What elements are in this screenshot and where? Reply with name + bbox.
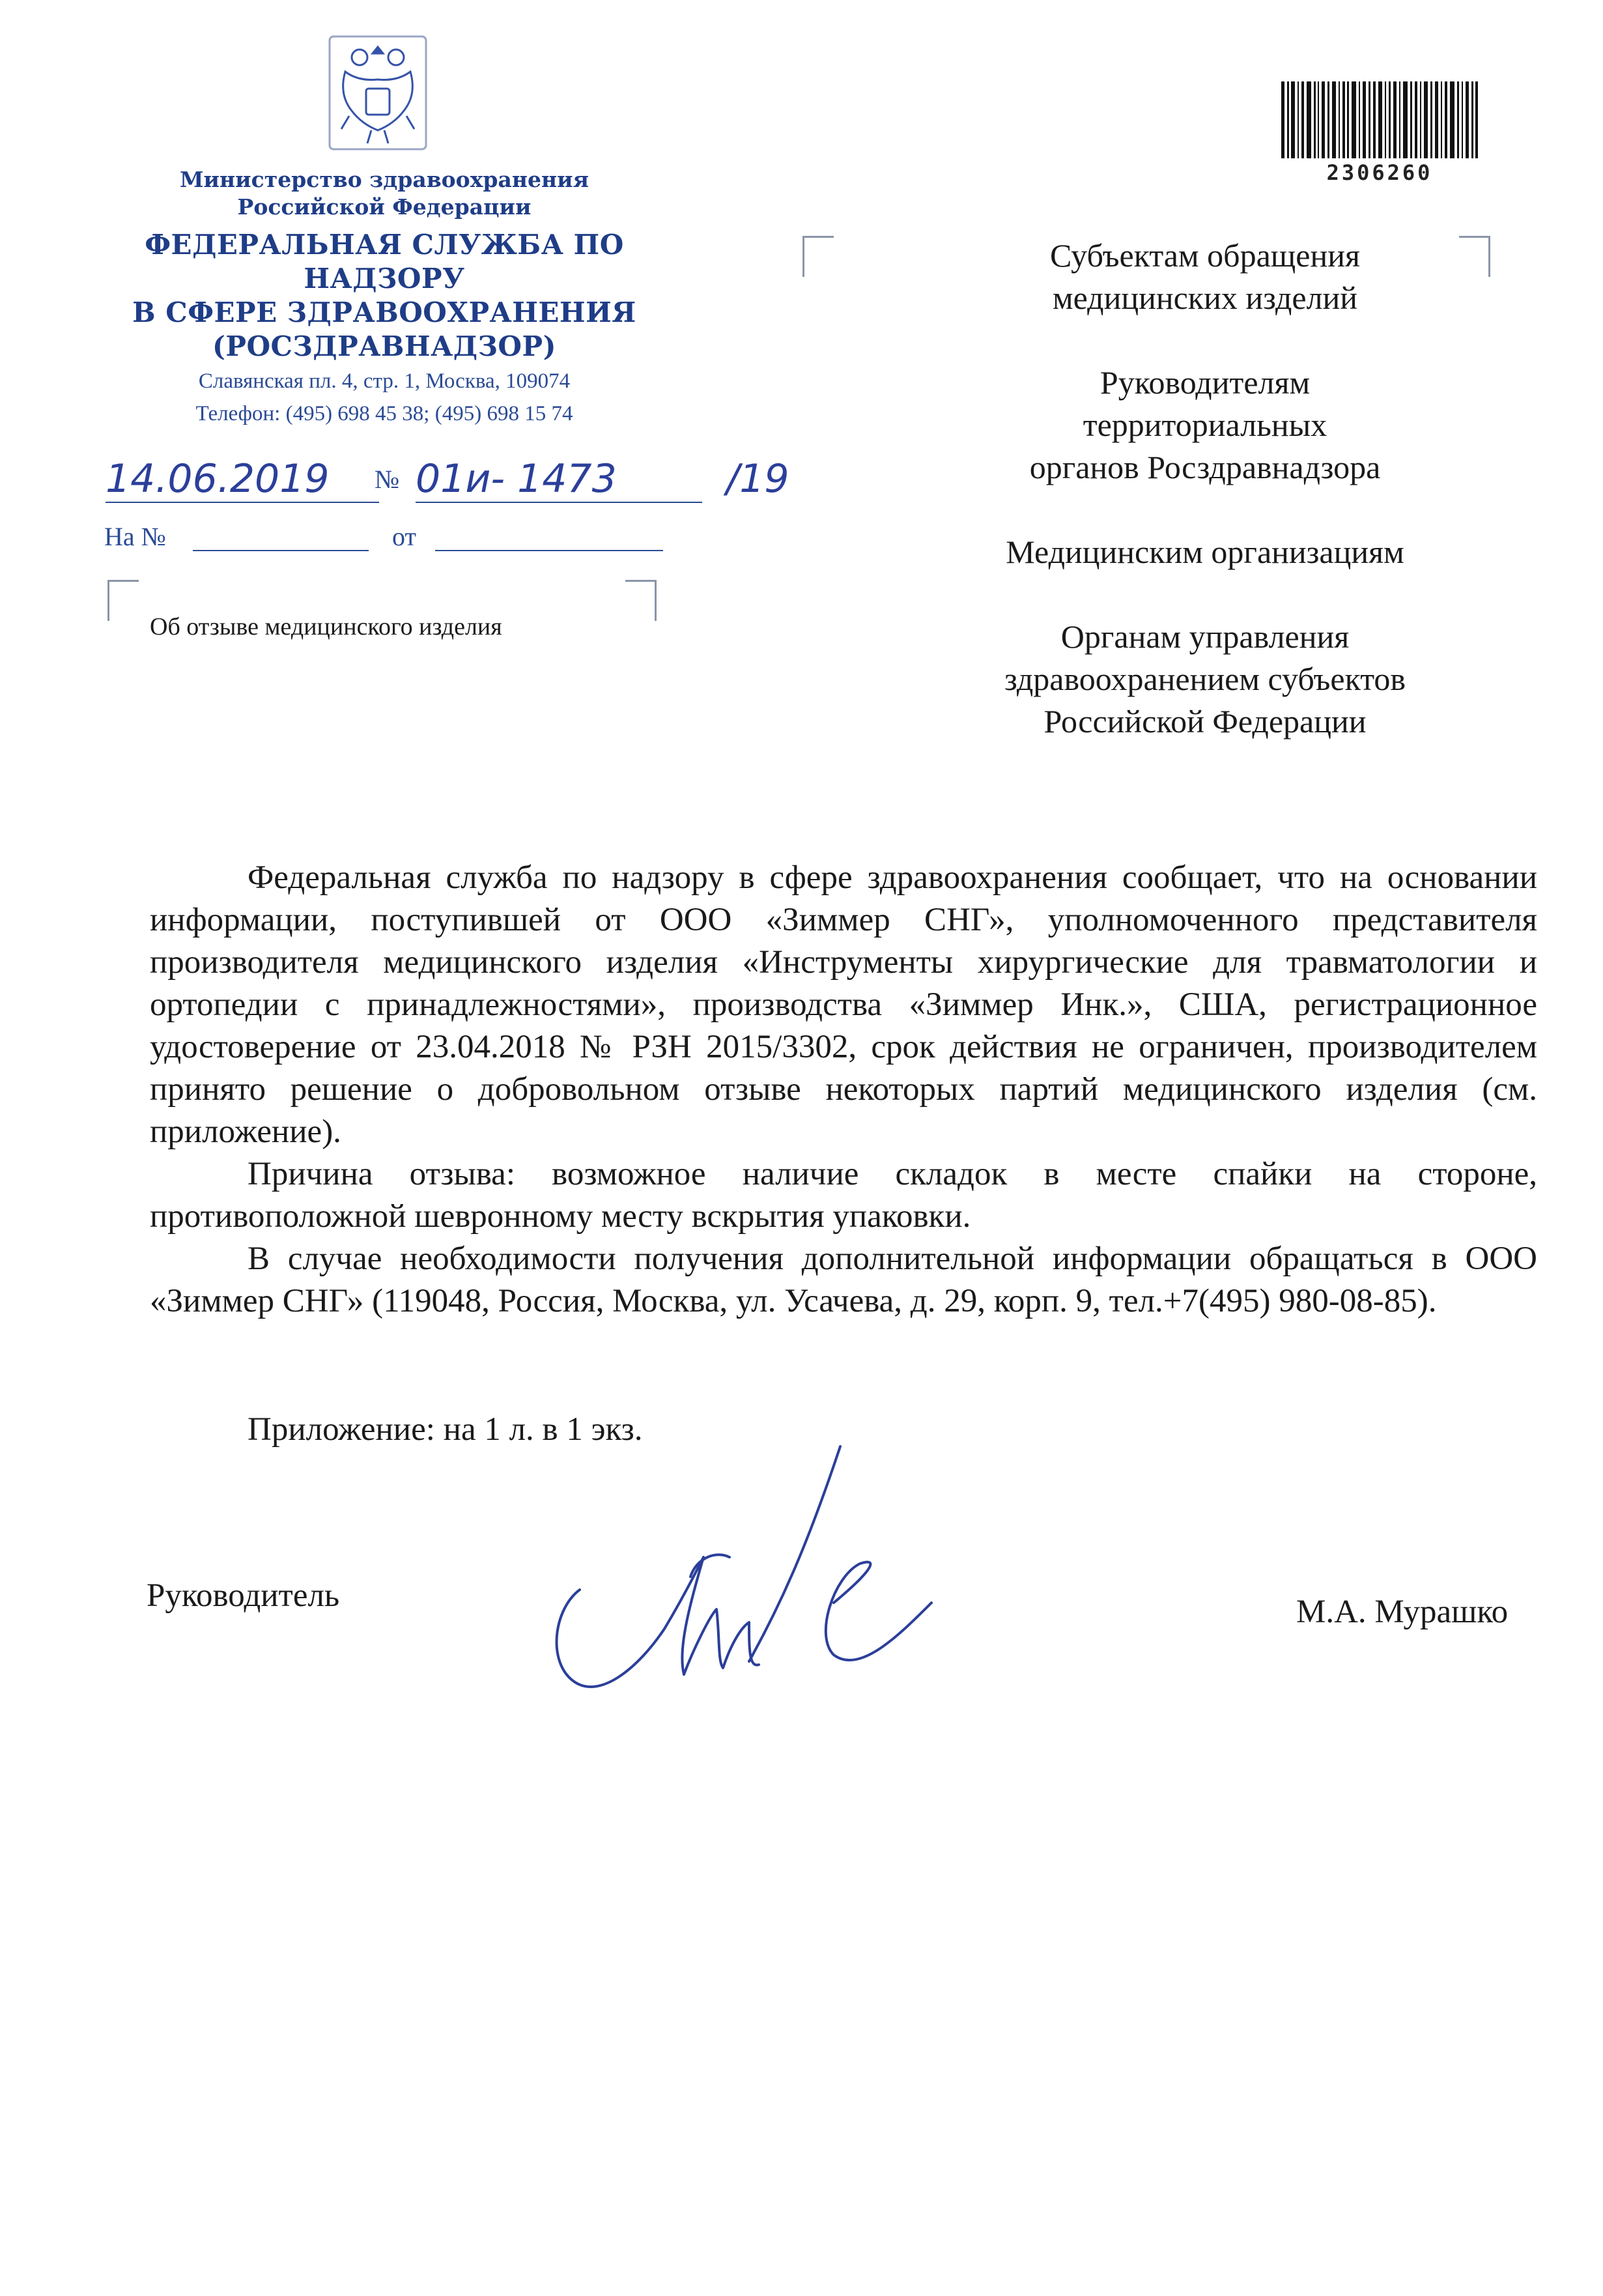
registration-year: /19 (726, 456, 789, 502)
service-line-2: В СФЕРЕ ЗДРАВООХРАНЕНИЯ (132, 296, 636, 328)
registration-date: 14.06.2019 (106, 456, 379, 503)
addressee-line: Российской Федерации (1043, 703, 1367, 739)
ministry-line-2: Российской Федерации (237, 194, 532, 220)
letter-subject: Об отзыве медицинского изделия (150, 613, 502, 640)
signatory-position: Руководитель (147, 1577, 340, 1614)
service-name (91, 228, 677, 364)
letterhead-address (130, 365, 638, 430)
addressee-group (938, 235, 1472, 319)
addressee-group (938, 616, 1472, 743)
addressee-group (938, 531, 1472, 573)
phone-numbers: Телефон: (495) 698 45 38; (495) 698 15 74 (195, 402, 573, 425)
body-paragraph-3: В случае необходимости получения дополнительной информации обращаться в ООО «Зиммер СНГ» (119048, Россия, Москва, ул. Усачева, д. 29, корп. 9, тел.+7(495) 980-08-85). (150, 1241, 1537, 1319)
barcode (1281, 81, 1478, 158)
service-line-3: (РОСЗДРАВНАДЗОР) (212, 330, 556, 362)
addressee-corner-left (802, 236, 834, 277)
handwritten-signature (534, 1440, 938, 1727)
registration-number: 01и- 1473 (416, 456, 702, 503)
addressee-line: органов Росздравнадзора (1029, 449, 1381, 485)
coat-of-arms-emblem-icon (326, 33, 430, 153)
appendix-note: Приложение: на 1 л. в 1 экз. (248, 1411, 643, 1448)
addressee-line: медицинских изделий (1052, 280, 1358, 316)
addressee-line: здравоохранением субъектов (1004, 661, 1406, 697)
addressee-group (938, 362, 1472, 489)
signer-name: М.А. Мурашко (1296, 1594, 1509, 1630)
reference-number-label: На № (104, 522, 166, 551)
reference-date-line (435, 550, 663, 551)
service-line-1: ФЕДЕРАЛЬНАЯ СЛУЖБА ПО НАДЗОРУ (145, 229, 624, 294)
body-paragraph-1: Федеральная служба по надзору в сфере здравоохранения сообщает, что на основании информации, поступившей от ООО «Зиммер СНГ», уполномоченного представителя производителя медицинского изделия «Инструменты хирургические для травматологии и ортопедии с принадлежностями», производства «Зиммер Инк.», США, регистрационное удостоверение от 23.04.2018 № РЗН 2015/3302, срок действия не ограничен, производителем принято решение о добровольном отзыве некоторых партий медицинского изделия (см. приложение). (150, 859, 1537, 1150)
addressee-line: Руководителям (1099, 364, 1311, 401)
ministry-name (130, 166, 638, 221)
reference-number-line (193, 550, 369, 551)
reference-from-label: от (392, 522, 416, 551)
letter-body (150, 857, 1537, 1323)
registration-number-sign: № (375, 465, 400, 494)
postal-address: Славянская пл. 4, стр. 1, Москва, 109074 (198, 369, 571, 393)
addressee-line: Субъектам обращения (1050, 237, 1360, 274)
addressee-line: Органам управления (1060, 618, 1350, 655)
barcode-number: 2306260 (1326, 160, 1433, 185)
addressee-line: Медицинским организациям (1006, 534, 1404, 570)
ministry-line-1: Министерство здравоохранения (180, 167, 589, 192)
addressee-line: территориальных (1083, 407, 1327, 443)
body-paragraph-2: Причина отзыва: возможное наличие складок в месте спайки на стороне, противоположной шевронному месту вскрытия упаковки. (150, 1156, 1537, 1235)
subject-corner-left (107, 580, 139, 621)
addressee-list (938, 235, 1472, 785)
